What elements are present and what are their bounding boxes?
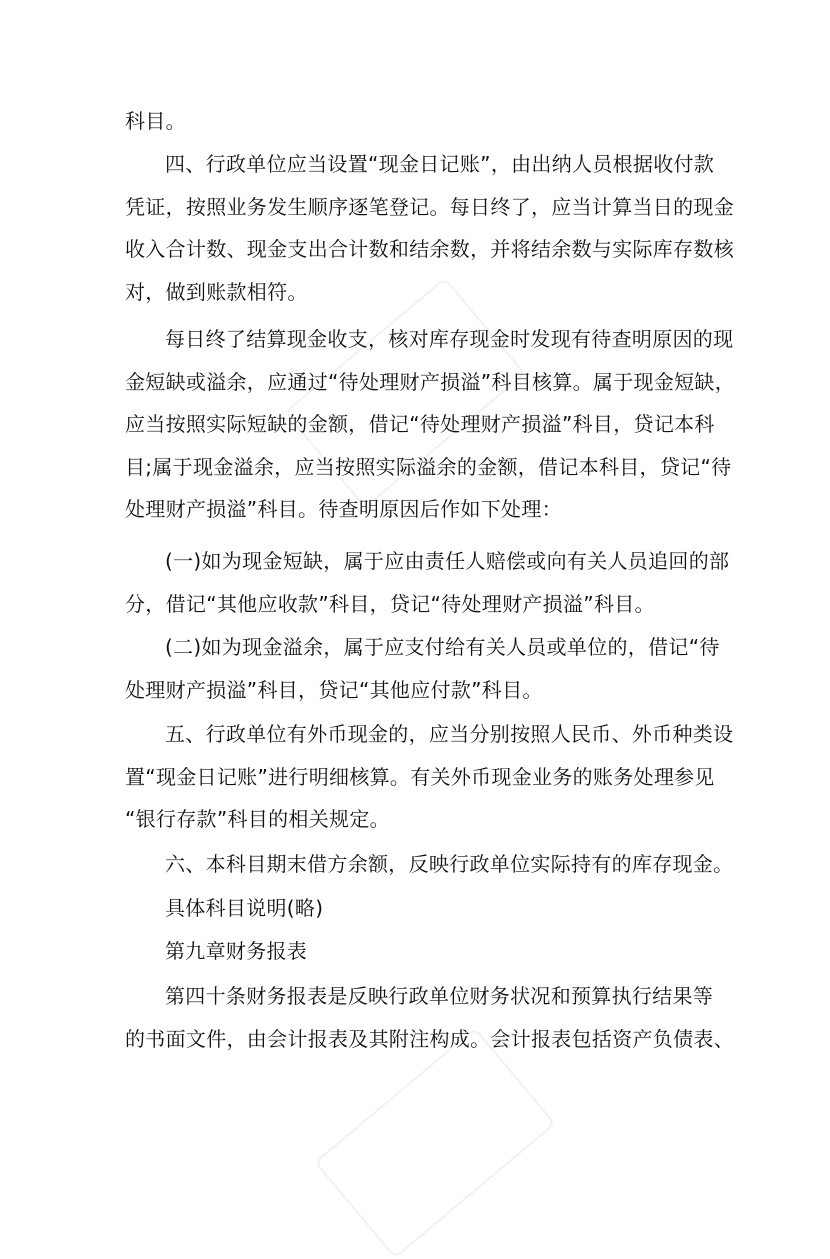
text-line: 六、本科目期末借方余额，反映行政单位实际持有的库存现金。 <box>165 852 734 876</box>
text-line: (一)如为现金短缺，属于应由责任人赔偿或向有关人员追回的部 <box>165 549 730 573</box>
text-line: 处理财产损溢”科目。待查明原因后作如下处理： <box>125 497 562 521</box>
text-line: 目;属于现金溢余，应当按照实际溢余的金额，借记本科目，贷记“待 <box>125 454 732 479</box>
text-line: 处理财产损溢”科目，贷记“其他应付款”科目。 <box>125 677 543 702</box>
text-line: 五、行政单位有外币现金的，应当分别按照人民币、外币种类设 <box>165 722 734 746</box>
paragraph <box>125 143 734 313</box>
paragraph <box>125 540 729 625</box>
paragraph <box>125 975 734 1060</box>
text-line: 置“现金日记账”进行明细核算。有关外币现金业务的账务处理参见 <box>125 764 715 789</box>
text-line: 对，做到账款相符。 <box>125 279 308 304</box>
text-line: 的书面文件，由会计报表及其附注构成。会计报表包括资产负债表、 <box>125 1026 734 1051</box>
text-line: 科目。 <box>125 109 186 133</box>
watermark <box>314 1027 556 1259</box>
paragraph <box>125 318 735 531</box>
paragraph <box>125 626 720 711</box>
text-line: “银行存款”科目的相关规定。 <box>125 807 390 831</box>
text-line: (二)如为现金溢余，属于应支付给有关人员或单位的，借记“待 <box>165 635 720 659</box>
text-line: 凭证，按照业务发生顺序逐笔登记。每日终了，应当计算当日的现金 <box>125 194 734 219</box>
text-line: 收入合计数、现金支出合计数和结余数，并将结余数与实际库存数核 <box>125 237 734 261</box>
paragraph <box>125 713 733 841</box>
paragraph <box>125 887 323 930</box>
text-line: 第九章财务报表 <box>165 939 308 963</box>
text-line: 应当按照实际短缺的金额，借记“待处理财产损溢”科目，贷记本科 <box>125 412 715 436</box>
section-heading <box>125 930 307 973</box>
text-line: 金短缺或溢余，应通过“待处理财产损溢”科目核算。属于现金短缺， <box>125 369 736 394</box>
text-line: 分，借记“其他应收款”科目，贷记“待处理财产损溢”科目。 <box>125 591 655 616</box>
text-line: 四、行政单位应当设置“现金日记账”，由出纳人员根据收付款 <box>165 152 715 176</box>
text-line: 每日终了结算现金收支，核对库存现金时发现有待查明原因的现 <box>165 327 734 351</box>
text-line: 第四十条财务报表是反映行政单位财务状况和预算执行结果等 <box>165 984 714 1008</box>
paragraph <box>125 100 186 143</box>
text-line: 具体科目说明(略) <box>165 896 324 920</box>
paragraph <box>125 843 733 886</box>
